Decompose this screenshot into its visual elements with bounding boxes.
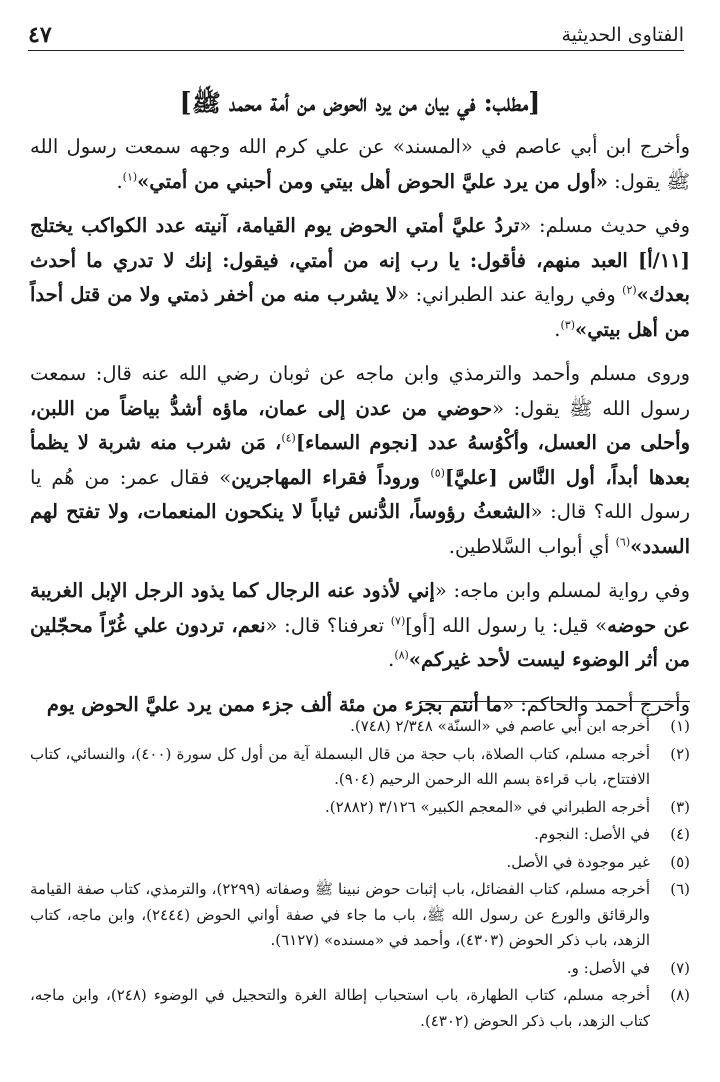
- hadith-text: نعم، تردون علي غُرّاً محجّلين من أثر الوضوء ليست لأحد غيركم»: [30, 613, 690, 671]
- hadith-text: ما أنتم بجزء من مئة ألف جزء ممن يرد عليَّ الحوض يوم: [46, 692, 503, 716]
- hadith-text: ، مَن شرب منه شربة لا يظمأ بعدها أبداً، أول النَّاس [عليَّ]: [30, 431, 691, 489]
- footnote-number: (٢): [670, 744, 690, 763]
- hadith-text: «أول من يرد عليَّ الحوض أهل بيتي ومن أحبني من أمتي»: [137, 169, 608, 193]
- footnote-ref: (٤): [281, 431, 296, 445]
- footnote: [30, 877, 690, 954]
- footnote-ref: (٨): [394, 648, 409, 662]
- footnote: [30, 983, 690, 1034]
- footnote-number: (١): [670, 717, 690, 735]
- footnote-ref: (٥): [430, 466, 445, 479]
- footnote-number: (٨): [670, 986, 690, 1004]
- footnote: [30, 822, 690, 848]
- paragraph-text: .: [388, 648, 395, 671]
- heading-open-bracket: [: [528, 88, 541, 118]
- paragraph-text: تعرفنا؟ قال: «: [265, 613, 391, 637]
- footnote-text: أخرجه مسلم، كتاب الصلاة، باب حجة من قال البسملة آية من أول كل سورة (٤٠٠)، والنسائي، كتاب الافتتاح، باب قراءة بسم الله الرحمن الرحيم (٩٠٤).: [30, 744, 650, 788]
- paragraph-text: وفي حديث مسلم: «: [519, 214, 691, 237]
- footnote-number: (٣): [670, 797, 690, 816]
- paragraph: [30, 574, 690, 678]
- paragraph-text: وأخرج أحمد والحاكم: «: [502, 692, 690, 716]
- footnote-text: في الأصل: و.: [566, 958, 650, 977]
- book-title: الفتاوى الحديثية: [561, 24, 684, 46]
- section-heading: [0, 88, 720, 123]
- footnote-number: (٥): [670, 852, 690, 871]
- paragraph: [30, 130, 690, 199]
- paragraph-text: وأخرج ابن أبي عاصم في «المسند» عن علي كرم الله وجهه سمعت رسول الله ﷺ يقول:: [30, 135, 690, 193]
- footnote-ref: (٢): [622, 283, 637, 297]
- footnote: [30, 850, 690, 876]
- page-number: ٤٧: [28, 22, 52, 48]
- paragraph-text: .: [554, 317, 561, 341]
- heading-close-bracket: ]: [179, 88, 192, 118]
- footnote-number: (٤): [670, 825, 690, 843]
- paragraph-text: وفي رواية عند الطبراني: «: [397, 283, 623, 306]
- footnote-divider: [420, 701, 690, 702]
- footnote-text: أخرجه مسلم، كتاب الفضائل، باب إثبات حوض نبينا ﷺ وصفاته (٢٢٩٩)، والترمذي، كتاب صفة القيامة والرقائق والورع عن رسول الله ﷺ، باب ما جاء في صفة أواني الحوض (٢٤٤٤)، وابن ماجه، كتاب الزهد، باب ذكر الحوض (٤٣٠٣)، وأحمد في «مسنده» (٦١٢٧).: [30, 880, 651, 949]
- footnote-number: (٧): [670, 958, 690, 977]
- footnote-number: (٦): [670, 880, 690, 898]
- footnote-ref: (٧): [390, 614, 406, 627]
- hadith-text: إني لأذود عنه الرجال كما يذود الرجل الإبل الغريبة عن حوضه: [30, 579, 691, 637]
- paragraph-text: أي أبواب السَّلاطين.: [448, 534, 616, 558]
- hadith-text: الشعثُ رؤوساً، الدُّنس ثياباً لا ينكحون المنعمات، ولا تفتح لهم السدد»: [30, 500, 690, 558]
- paragraph-text: وروى مسلم وأحمد والترمذي وابن ماجه عن ثوبان رضي الله عنه قال: سمعت رسول الله ﷺ يقول: «: [30, 362, 690, 420]
- hadith-text: لا يشرب منه من أخفر ذمتي ولا من قتل أحداً من أهل بيتي»: [30, 283, 690, 341]
- footnote-ref: (٣): [560, 318, 576, 331]
- paragraph: [30, 209, 690, 347]
- footnote-text: غير موجودة في الأصل.: [506, 852, 650, 871]
- footnotes: [30, 714, 690, 1036]
- hadith-text: تردُ عليَّ أمتي الحوض يوم القيامة، آنيته عدد الكواكب يختلج [١١/أ] العبد منهم، فأقول: يا رب إنه من أمتي، فيقول: إنك لا تدري ما أحدث بعدك»: [30, 214, 690, 306]
- main-text: [30, 130, 690, 732]
- footnote-text: في الأصل: النجوم.: [534, 825, 650, 843]
- hadith-text: وروداً فقراء المهاجرين: [231, 465, 431, 489]
- footnote-text: أخرجه مسلم، كتاب الطهارة، باب استحباب إطالة الغرة والتحجيل في الوضوء (٢٤٨)، وابن ماجه، كتاب الزهد، باب ذكر الحوض (٤٣٠٢).: [30, 986, 650, 1030]
- footnote: [30, 795, 690, 821]
- running-header: [28, 22, 684, 51]
- paragraph: [30, 357, 690, 564]
- paragraph-text: .: [116, 169, 123, 193]
- footnote-text: أخرجه الطبراني في «المعجم الكبير» ٣/١٢٦ (٢٨٨٢).: [324, 797, 650, 816]
- paragraph-text: » فقال عمر: من هُم يا رسول الله؟ قال: «: [30, 465, 690, 523]
- heading-text: مطلب: في بيان من يرد الحوض من أمة محمد ﷺ: [191, 88, 529, 117]
- hadith-text: حوضي من عدن إلى عمان، ماؤه أشدُّ بياضاً من اللبن، وأحلى من العسل، وأكْوُسهُ عدد [نجوم السماء]: [30, 396, 691, 454]
- footnote-ref: (٦): [615, 535, 631, 548]
- paragraph-text: » قيل: يا رسول الله [أو]: [405, 613, 608, 637]
- footnote-text: أخرجه ابن أبي عاصم في «السنّة» ٢/٣٤٨ (٧٤٨).: [350, 717, 650, 735]
- footnote: [30, 742, 690, 793]
- footnote: [30, 714, 690, 740]
- footnote-ref: (١): [122, 170, 138, 183]
- footnote: [30, 956, 690, 982]
- paragraph-text: وفي رواية لمسلم وابن ماجه: «: [434, 579, 690, 602]
